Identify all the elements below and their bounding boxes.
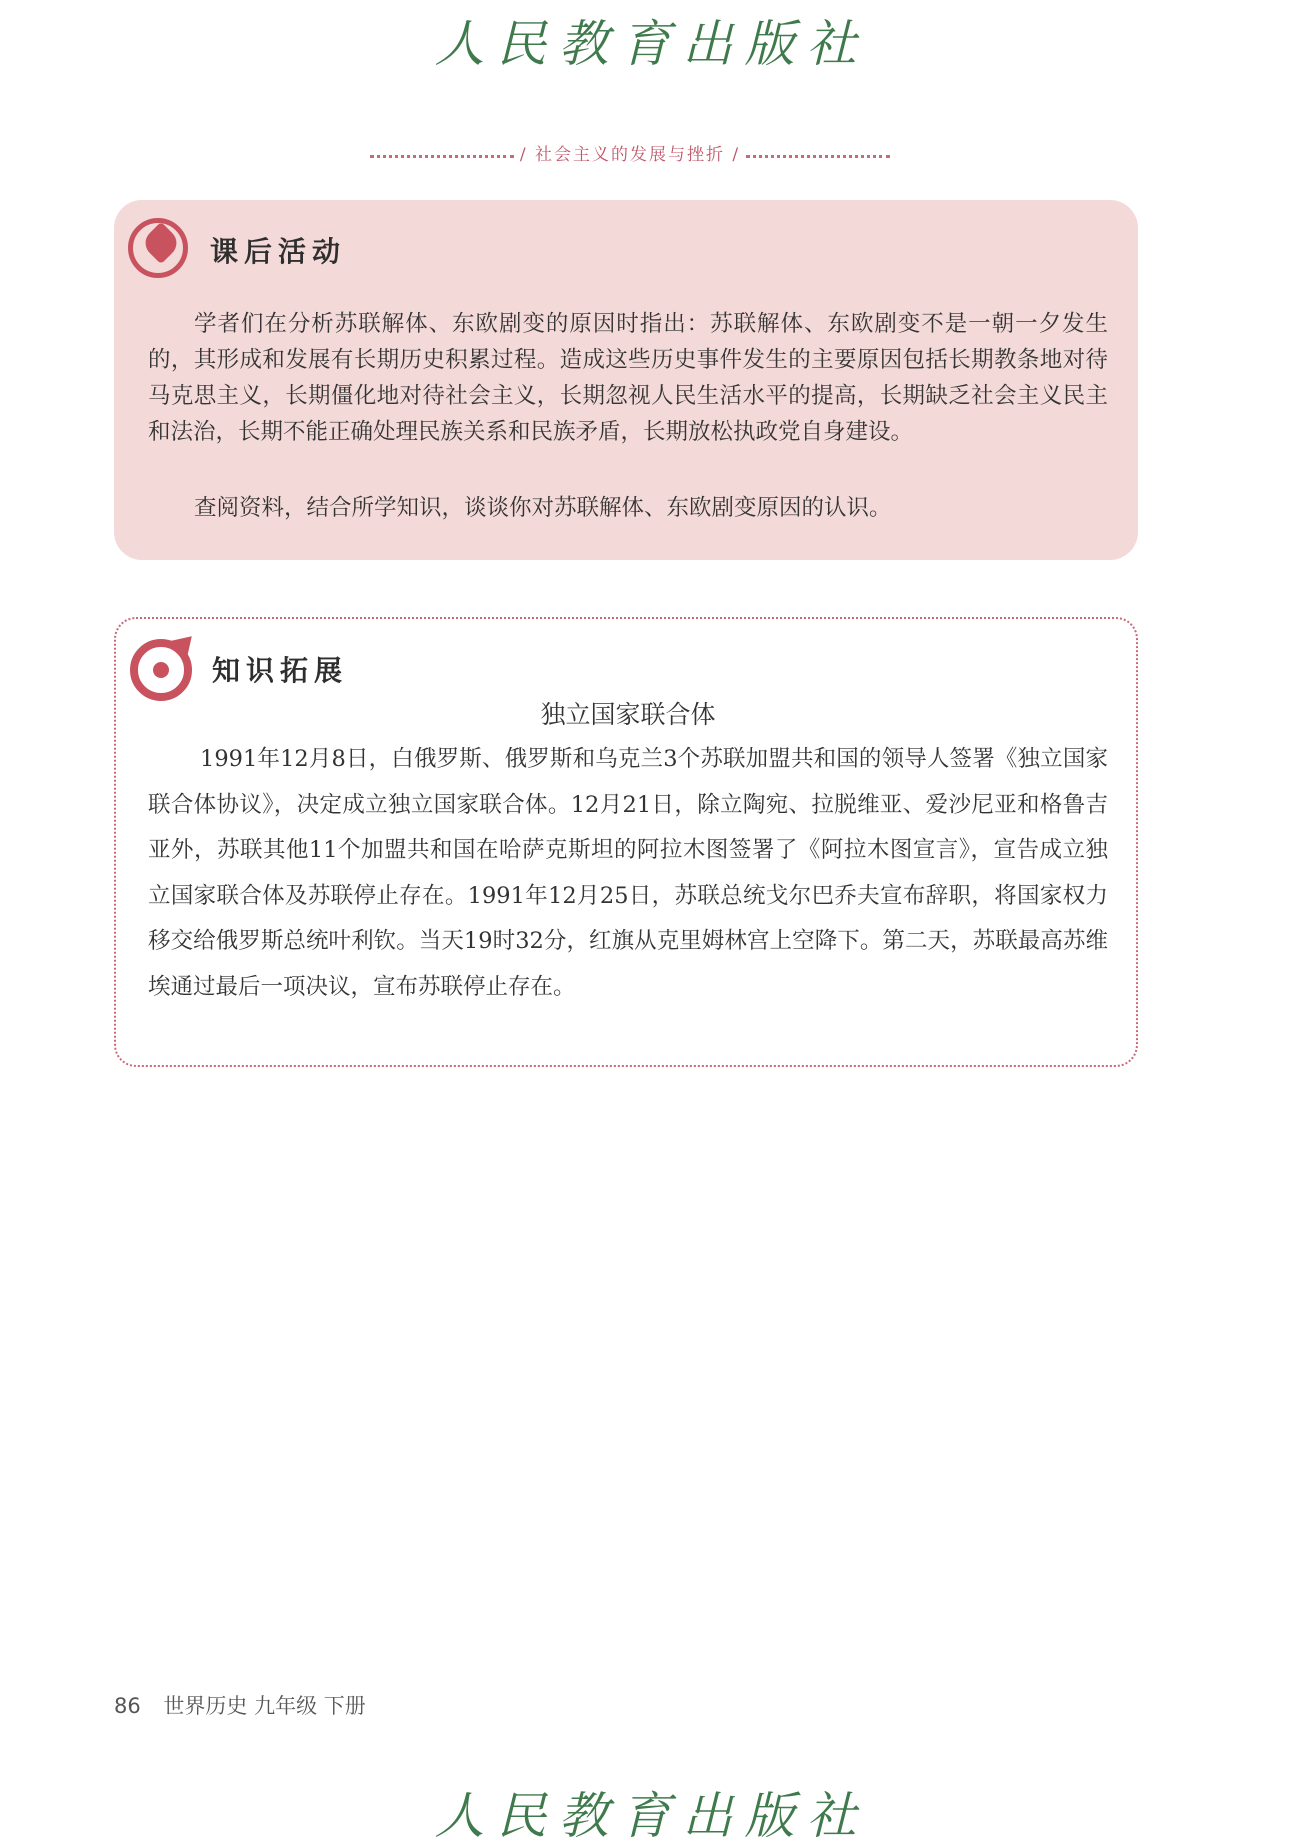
publisher-logo-bottom: 人民教育出版社 [434, 1787, 869, 1845]
activity-box [114, 200, 1138, 560]
target-arrow-icon [130, 639, 192, 701]
dotted-rule-right [746, 155, 890, 158]
pencil-shape [140, 222, 182, 264]
pencil-circle-icon [128, 218, 188, 278]
dotted-rule-left [370, 155, 514, 158]
section-header [370, 140, 890, 165]
target-center-dot [153, 662, 169, 678]
publisher-logo-top: 人民教育出版社 [434, 15, 869, 73]
knowledge-subtitle: 独立国家联合体 [540, 700, 716, 729]
target-arrowhead [166, 626, 201, 661]
activity-paragraph-1: 学者们在分析苏联解体、东欧剧变的原因时指出：苏联解体、东欧剧变不是一朝一夕发生的，其形成和发展有长期历史积累过程。造成这些历史事件发生的主要原因包括长期教条地对待马克思主义，长期僵化地对待社会主义，长期忽视人民生活水平的提高，长期缺乏社会主义民主和法治，长期不能正确处理民族关系和民族矛盾，长期放松执政党自身建设。 [148, 311, 1108, 445]
page-number: 86 [114, 1694, 141, 1718]
section-title: / 社会主义的发展与挫折 / [519, 145, 741, 165]
activity-paragraph-2: 查阅资料，结合所学知识，谈谈你对苏联解体、东欧剧变原因的认识。 [194, 495, 892, 521]
activity-title: 课后活动 [210, 235, 347, 268]
knowledge-box [114, 617, 1138, 1067]
knowledge-title: 知识拓展 [212, 654, 349, 687]
page-footer [114, 1690, 366, 1720]
book-title: 世界历史 九年级 下册 [163, 1694, 366, 1718]
knowledge-body: 1991年12月8日，白俄罗斯、俄罗斯和乌克兰3个苏联加盟共和国的领导人签署《独立国家联合体协议》，决定成立独立国家联合体。12月21日，除立陶宛、拉脱维亚、爱沙尼亚和格鲁吉亚外，苏联其他11个加盟共和国在哈萨克斯坦的阿拉木图签署了《阿拉木图宣言》，宣告成立独立国家联合体及苏联停止存在。1991年12月25日，苏联总统戈尔巴乔夫宣布辞职，将国家权力移交给俄罗斯总统叶利钦。当天19时32分，红旗从克里姆林宫上空降下。第二天，苏联最高苏维埃通过最后一项决议，宣布苏联停止存在。 [148, 746, 1108, 1000]
